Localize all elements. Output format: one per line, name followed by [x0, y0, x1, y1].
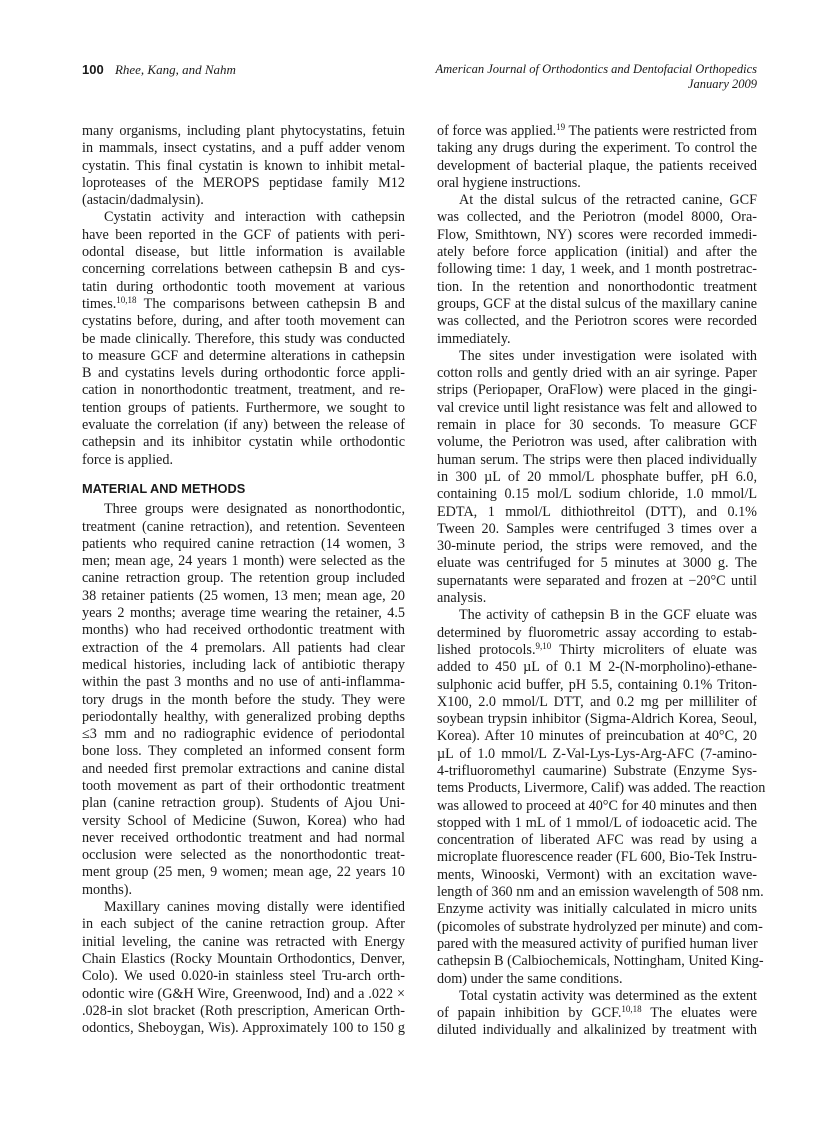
running-header-left — [82, 62, 236, 78]
text-line: Three groups were designated as nonorthodontic, — [104, 501, 405, 518]
text-line: tory drugs in the month before the study. They were — [82, 691, 405, 708]
text-line: 30-minute period, the strips were removed, and the — [437, 538, 757, 555]
text-line: evaluate the correlation (if any) between the release of — [82, 417, 405, 434]
text-line: immediately. — [437, 330, 511, 347]
text-line: The activity of cathepsin B in the GCF eluate was — [459, 607, 757, 624]
text-line: loproteases of the MEROPS peptidase family M12 — [82, 174, 405, 191]
text-line: times.$^{10,18}$ The comparisons between cathepsin B and — [82, 294, 405, 312]
methods-text — [82, 501, 405, 1037]
text-line: volume, the Periotron was used, after calibration with — [437, 434, 757, 451]
text-line: soybean trypsin inhibitor (Sigma-Aldrich Korea, Seoul, — [437, 711, 757, 728]
text-line: many organisms, including plant phytocystatins, fetuin — [82, 123, 405, 139]
text-line: The sites under investigation were isolated with — [459, 347, 757, 364]
journal-title: American Journal of Orthodontics and Dentofacial Orthopedics — [435, 62, 757, 76]
text-line: Cystatin activity and interaction with cathepsin — [104, 209, 405, 226]
text-line: was collected, and the Periotron (model 8000, Ora- — [437, 209, 757, 226]
right-column — [437, 122, 766, 1040]
text-line: ments, Winooski, Vermont) with an excitation wave- — [437, 866, 757, 883]
citation-superscript: 9,10 — [535, 640, 552, 651]
text-line: years 2 months; average time wearing the retainer, 4.5 — [82, 605, 405, 622]
citation-superscript: 19 — [556, 122, 566, 132]
text-line: Maxillary canines moving distally were identified — [104, 899, 405, 916]
text-line: development of bacterial plaque, the patients received — [437, 157, 757, 174]
text-line: length of 360 nm and an emission wavelength of 508 nm. — [437, 884, 764, 901]
text-line: containing 0.15 mol/L sodium chloride, 1.0 mmol/L — [437, 486, 757, 503]
text-line: bone loss. They completed an informed consent form — [82, 743, 405, 760]
text-line: val crevice until light resistance was felt and allowed to — [437, 399, 757, 416]
text-line: months). — [82, 881, 133, 898]
running-authors: Rhee, Kang, and Nahm — [114, 62, 236, 77]
text-line: treatment (canine retraction), and retention. Seventeen — [82, 518, 405, 535]
text-line: tooth movement as part of their orthodontic treatment — [82, 777, 405, 794]
text-line: cotton rolls and gently dried with an air syringe. Paper — [437, 365, 757, 382]
text-line: oral hygiene instructions. — [437, 174, 581, 191]
text-line: Tween 20. Samples were centrifuged 3 times over a — [437, 520, 757, 537]
text-line: cathepsin B (Calbiochemicals, Nottingham, United King- — [437, 953, 764, 970]
text-line: cystatin. This final cystatin is known to inhibit metal- — [82, 157, 405, 174]
citation-superscript: 10,18 — [116, 294, 137, 305]
text-line: At the distal sulcus of the retracted canine, GCF — [459, 192, 757, 209]
text-line: Flow, Smithtown, NY) scores were recorded immedi- — [437, 226, 757, 243]
citation-superscript: 10,18 — [621, 1004, 642, 1015]
text-line: tion. In the retention and nonorthodontic treatment — [437, 278, 757, 295]
text-line: X100, 2.0 mmol/L DTT, and 0.2 mg per milliliter of — [437, 693, 757, 710]
text-line: tention groups of patients. Furthermore, we sought to — [82, 399, 405, 416]
text-line: periodontally healthy, with generalized probing depths — [82, 708, 405, 725]
text-line: lished protocols.$^{9,10}$ Thirty microliters of eluate was — [437, 640, 757, 658]
text-line: diluted individually and alkalinized by treatment with — [437, 1022, 757, 1039]
text-line: Chain Elastics (Rocky Mountain Orthodontics, Denver, — [82, 950, 405, 967]
text-line: concentration of liberated AFC was read by using a — [437, 832, 757, 849]
text-line: extraction of the 4 premolars. All patients had clear — [82, 639, 405, 656]
text-line: (astacin/dadmalysin). — [82, 192, 204, 209]
text-line: never received orthodontic treatment and had normal — [82, 829, 405, 846]
text-line: ment group (25 men, 9 women; mean age, 22 years 10 — [82, 864, 405, 881]
page-number: 100 — [82, 62, 104, 77]
text-line: cystatins before, during, and after tooth movement can — [82, 313, 405, 330]
text-line: groups, GCF at the distal sulcus of the maxillary canine — [437, 295, 757, 312]
text-line: patients who required canine retraction (14 women, 3 — [82, 535, 405, 552]
text-line: eluate was centrifuged for 5 minutes at 3000 g. The — [437, 555, 757, 572]
text-line: stopped with 1 mL of 1 mmol/L of iodoacetic acid. The — [437, 814, 757, 831]
text-line: determined by fluorometric assay according to estab- — [437, 624, 757, 641]
text-line: cation in nonorthodontic treatment, treatment, and re- — [82, 382, 405, 399]
text-line: Enzyme activity was initially calculated in micro units — [437, 901, 757, 918]
text-line: within the past 3 months and no use of anti-inflamma- — [82, 674, 405, 691]
text-line: canine retraction group. The retention group included — [82, 570, 405, 587]
text-line: sulphonic acid buffer, pH 5.5, containing 0.1% Triton- — [437, 676, 757, 693]
text-line: be made clinically. Therefore, this study was conducted — [82, 330, 405, 347]
text-line: have been reported in the GCF of patients with peri- — [82, 226, 405, 243]
text-line: months) who had received orthodontic treatment with — [82, 622, 405, 639]
text-line: in 300 µL of 20 mmol/L phosphate buffer, pH 6.0, — [437, 468, 757, 485]
text-line: was allowed to proceed at 40°C for 40 minutes and then — [437, 797, 757, 814]
text-line: Total cystatin activity was determined as the extent — [459, 987, 757, 1004]
text-line: Colo). We used 0.020-in stainless steel Tru-arch orth- — [82, 968, 405, 985]
text-line: tems Products, Livermore, Calif) was added. The reaction — [437, 780, 766, 797]
text-line: (picomoles of substrate hydrolyzed per minute) and com- — [437, 918, 763, 935]
text-line: 38 retainer patients (25 women, 13 men; mean age, 20 — [82, 587, 405, 604]
text-line: microplate fluorescence reader (FL 600, Bio-Tek Instru- — [437, 849, 757, 866]
section-heading: MATERIAL AND METHODS — [82, 480, 246, 496]
running-header-right — [436, 62, 758, 92]
text-line: and needed first premolar extractions and canine distal — [82, 760, 405, 777]
text-line: µL of 1.0 mmol/L Z-Val-Lys-Lys-Arg-AFC (7-amino- — [437, 745, 757, 762]
text-line: EDTA, 1 mmol/L dithiothreitol (DTT), and 0.1% — [437, 503, 757, 520]
text-line: initial leveling, the canine was retracted with Energy — [82, 933, 405, 950]
left-column — [82, 123, 405, 1037]
text-line: of force was applied.$^{19}$ The patients were restricted from — [437, 122, 758, 139]
text-line: odontal disease, but little information is available — [82, 244, 405, 261]
text-line: ≤3 mm and no radiographic evidence of periodontal — [82, 726, 405, 743]
text-line: dom) under the same conditions. — [437, 970, 623, 987]
text-line: was collected, and the Periotron scores were recorded — [437, 313, 757, 330]
text-line: supernatants were separated and frozen at −20°C until — [437, 572, 757, 589]
text-line: Korea). After 10 minutes of preincubation at 40°C, 20 — [437, 728, 757, 745]
text-line: occlusion were selected as the nonorthodontic treat- — [82, 847, 405, 864]
text-line: force is applied. — [82, 451, 173, 468]
text-line: ately before force application (initial) and after the — [437, 244, 757, 261]
text-line: taking any drugs during the experiment. To control the — [437, 140, 757, 157]
text-line: strips (Periopaper, OraFlow) were placed in the gingi- — [437, 382, 757, 399]
text-line: pared with the measured activity of purified human liver — [437, 935, 758, 952]
text-line: to measure GCF and determine alterations in cathepsin — [82, 347, 405, 364]
text-line: remain in place for 30 seconds. To measure GCF — [437, 417, 757, 434]
text-line: in each subject of the canine retraction group. After — [82, 916, 405, 933]
text-line: odontic wire (G&H Wire, Greenwood, Ind) and a .022 × — [82, 985, 405, 1002]
text-line: versity School of Medicine (Suwon, Korea) who had — [82, 812, 405, 829]
text-line: concerning correlations between cathepsin B and cys- — [82, 261, 405, 278]
text-line: medical histories, including lack of antibiotic therapy — [82, 656, 405, 673]
text-line: of papain inhibition by GCF.$^{10,18}$ The eluates were — [437, 1004, 757, 1022]
text-line: odontics, Sheboygan, Wis). Approximately 100 to 150 g — [82, 1020, 405, 1037]
methods-text-continued — [437, 122, 766, 1040]
text-line: following time: 1 day, 1 week, and 1 month postretrac- — [437, 261, 757, 278]
text-line: in mammals, insect cystatins, and a puff adder venom — [82, 140, 405, 157]
text-line: men; mean age, 24 years 1 month) were selected as the — [82, 553, 405, 570]
text-line: plan (canine retraction group). Students of Ajou Uni- — [82, 795, 405, 812]
text-line: tatin during orthodontic tooth movement at various — [82, 278, 405, 295]
text-line: human serum. The strips were then placed individually — [437, 451, 757, 468]
text-line: analysis. — [437, 590, 487, 607]
text-line: cathepsin and its inhibitor cystatin while orthodontic — [82, 434, 405, 451]
text-line: 4-trifluoromethyl caumarine) Substrate (Enzyme Sys- — [437, 762, 757, 779]
intro-text — [82, 123, 405, 469]
issue-date: January 2009 — [687, 77, 757, 91]
text-line: added to 450 µL of 0.1 M 2-(N-morpholino)-ethane- — [437, 659, 757, 676]
text-line: .028-in slot bracket (Roth prescription, American Orth- — [82, 1002, 405, 1019]
text-line: B and cystatins levels during orthodontic force appli- — [82, 365, 405, 382]
